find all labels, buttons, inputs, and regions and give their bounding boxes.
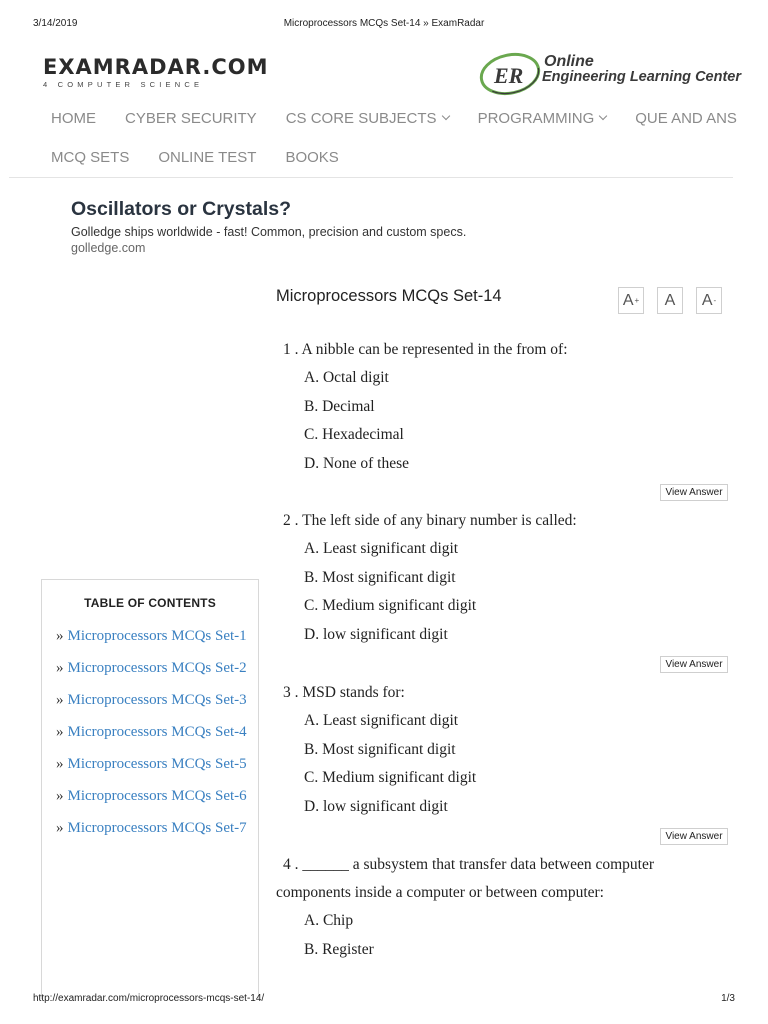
svg-text:ER: ER — [494, 63, 524, 88]
ad-url[interactable]: golledge.com — [71, 241, 146, 255]
toc-item-set-4[interactable]: » Microprocessors MCQs Set-4 — [56, 724, 247, 740]
toc-item-set-3[interactable]: » Microprocessors MCQs Set-3 — [56, 692, 247, 708]
font-decrease-button[interactable]: A - — [696, 287, 722, 314]
question-3 — [276, 679, 731, 821]
elc-line2: Engineering Learning Center — [542, 69, 741, 85]
logo-main-text: EXAMRADAR.COM — [43, 55, 269, 79]
ad-block[interactable] — [71, 197, 466, 255]
chevron-down-icon — [441, 112, 449, 120]
option-b[interactable]: B. Decimal — [304, 397, 375, 415]
option-a[interactable]: A. Chip — [304, 912, 354, 929]
view-answer-button-3[interactable]: View Answer — [660, 828, 728, 845]
question-text: 4 . ______ a subsystem that transfer data between computer components inside a computer or between computer: — [276, 856, 655, 901]
nav-item-mcq-sets[interactable]: MCQ SETS — [51, 148, 130, 166]
page-title: Microprocessors MCQs Set-14 — [276, 287, 502, 305]
option-d[interactable]: D. low significant digit — [304, 797, 448, 815]
option-d[interactable]: D. low significant digit — [304, 625, 448, 643]
nav-item-que-and-ans[interactable]: QUE AND ANS — [635, 109, 737, 127]
nav-item-cyber-security[interactable]: CYBER SECURITY — [125, 109, 257, 127]
elc-banner[interactable] — [478, 50, 741, 98]
print-page-number: 1/3 — [721, 993, 735, 1004]
toc-item-set-5[interactable]: » Microprocessors MCQs Set-5 — [56, 756, 247, 772]
ad-text: Golledge ships worldwide - fast! Common, precision and custom specs. — [71, 225, 467, 239]
print-url: http://examradar.com/microprocessors-mcqs-set-14/ — [33, 993, 265, 1004]
option-d[interactable]: D. None of these — [304, 454, 410, 472]
option-b[interactable]: B. Register — [304, 940, 374, 958]
option-c[interactable]: C. Medium significant digit — [304, 597, 477, 614]
question-1 — [276, 336, 731, 478]
print-page-title: Microprocessors MCQs Set-14 » ExamRadar — [283, 18, 485, 29]
option-a[interactable]: A. Octal digit — [304, 369, 389, 386]
question-text: 2 . The left side of any binary number is called: — [283, 512, 577, 529]
main-nav — [51, 106, 741, 169]
nav-item-online-test[interactable]: ONLINE TEST — [158, 148, 257, 166]
toc-item-set-2[interactable]: » Microprocessors MCQs Set-2 — [56, 660, 247, 676]
toc-heading: TABLE OF CONTENTS — [84, 596, 216, 610]
nav-item-cs-core-subjects[interactable]: CS CORE SUBJECTS — [286, 110, 449, 127]
ad-title[interactable]: Oscillators or Crystals? — [71, 198, 292, 220]
nav-item-books[interactable]: BOOKS — [285, 148, 339, 166]
option-b[interactable]: B. Most significant digit — [304, 740, 456, 758]
question-text: 3 . MSD stands for: — [283, 684, 405, 701]
nav-row-2 — [51, 145, 741, 169]
nav-item-home[interactable]: HOME — [51, 109, 96, 127]
nav-row-1 — [51, 106, 741, 130]
question-2 — [276, 507, 731, 649]
table-of-contents — [41, 579, 259, 999]
option-b[interactable]: B. Most significant digit — [304, 568, 456, 586]
elc-logo-icon — [478, 50, 548, 98]
chevron-down-icon — [599, 112, 607, 120]
toc-item-set-1[interactable]: » Microprocessors MCQs Set-1 — [56, 628, 247, 644]
logo-sub-text: 4 COMPUTER SCIENCE — [43, 80, 204, 89]
elc-line1: Online — [544, 53, 594, 70]
nav-divider — [9, 177, 733, 178]
print-date: 3/14/2019 — [33, 18, 78, 29]
toc-item-set-6[interactable]: » Microprocessors MCQs Set-6 — [56, 788, 247, 804]
option-a[interactable]: A. Least significant digit — [304, 712, 459, 729]
option-a[interactable]: A. Least significant digit — [304, 540, 459, 557]
site-logo[interactable] — [43, 55, 269, 89]
font-increase-button[interactable]: A + — [618, 287, 644, 314]
toc-item-set-7[interactable]: » Microprocessors MCQs Set-7 — [56, 820, 247, 836]
font-reset-button[interactable]: A — [657, 287, 683, 314]
option-c[interactable]: C. Hexadecimal — [304, 426, 404, 443]
view-answer-button-2[interactable]: View Answer — [660, 656, 728, 673]
option-c[interactable]: C. Medium significant digit — [304, 769, 477, 786]
question-text: 1 . A nibble can be represented in the from of: — [283, 341, 568, 358]
nav-item-programming[interactable]: PROGRAMMING — [478, 110, 607, 127]
toc-list — [56, 626, 252, 850]
question-4 — [276, 851, 731, 964]
view-answer-button-1[interactable]: View Answer — [660, 484, 728, 501]
